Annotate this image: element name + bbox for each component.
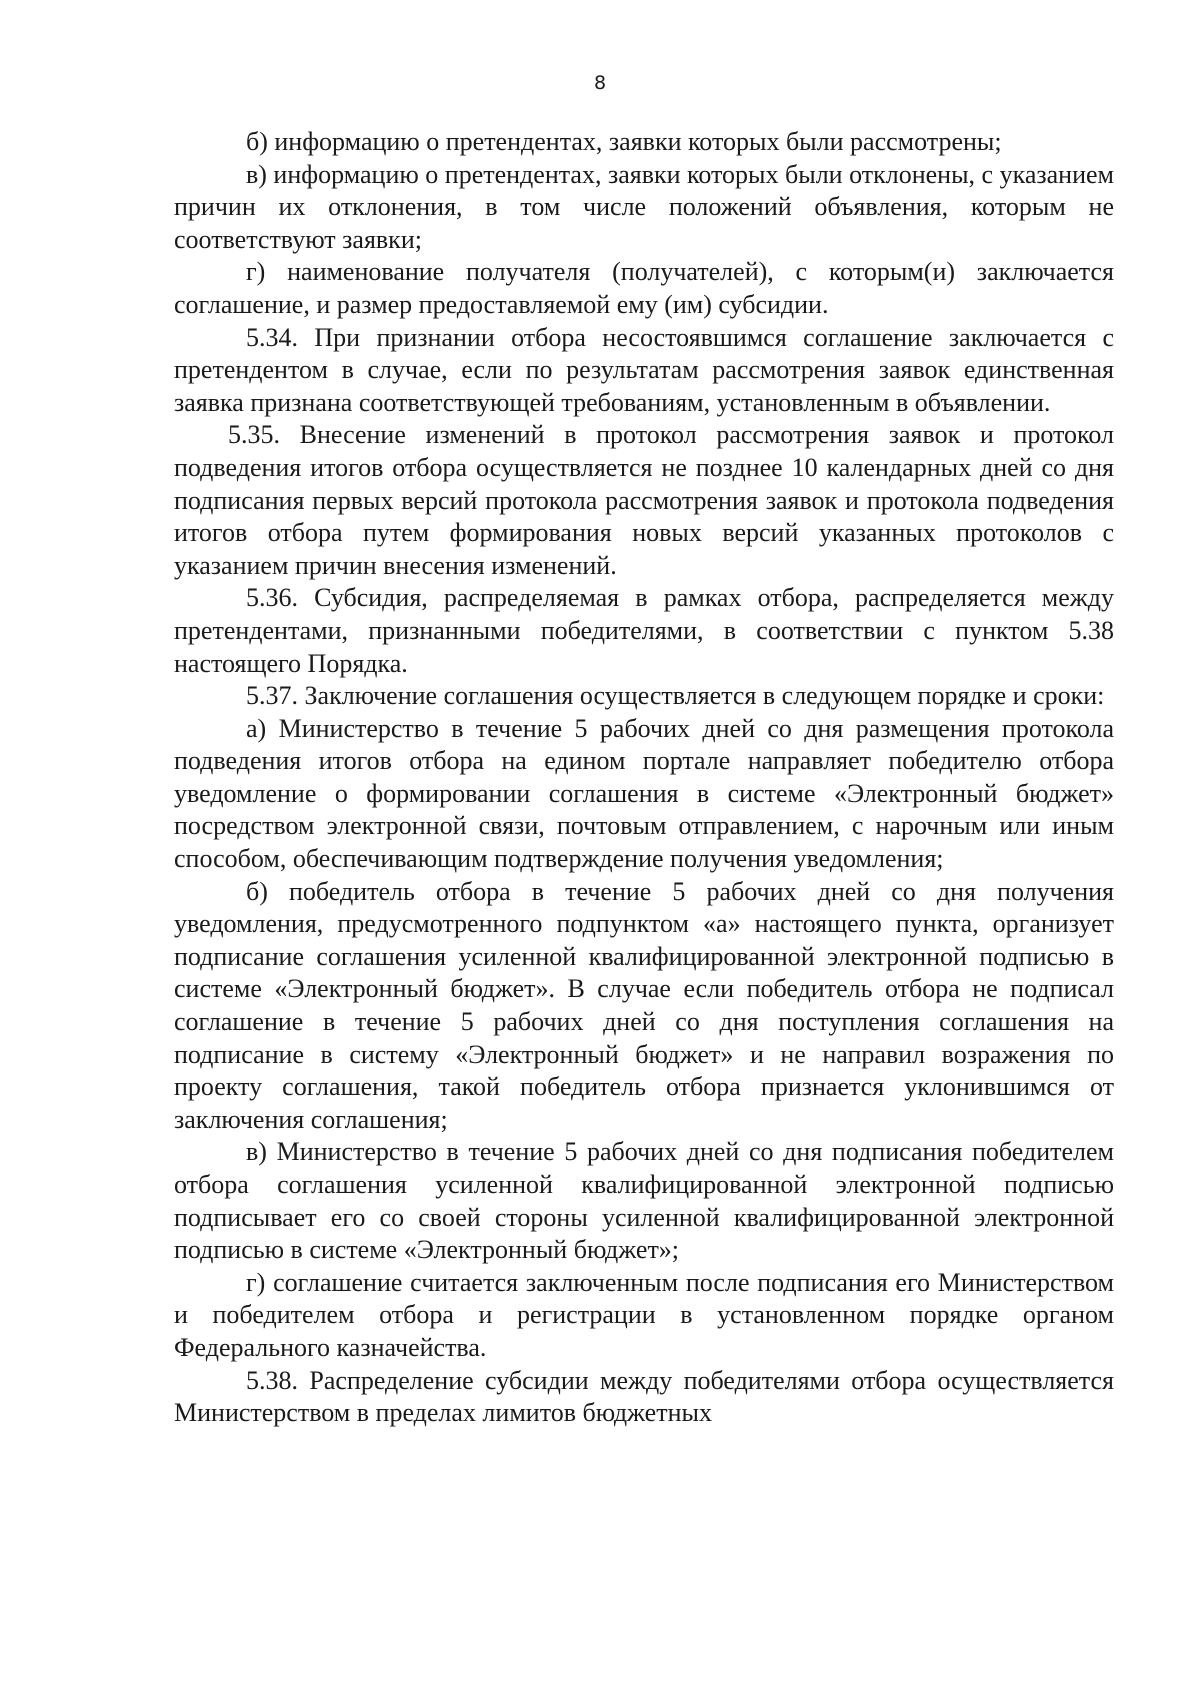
paragraph-v-info-rejected: в) информацию о претендентах, заявки которых были отклонены, с указанием причин их отклонения, в том числе положений объявления, которым не соответствуют заявки; — [174, 159, 1115, 254]
paragraph-5-34: 5.34. При признании отбора несостоявшимся соглашение заключается с претендентом в случае, если по результатам рассмотрения заявок единственная заявка признана соответствующей требованиям, установленным в объявлении. — [174, 322, 1114, 417]
page-number: 8 — [593, 72, 607, 94]
paragraph-5-37-g: г) соглашение считается заключенным после подписания его Министерством и победителем отбора и регистрации в установленном порядке органом Федерального казначейства. — [174, 1267, 1114, 1362]
paragraph-5-37-v: в) Министерство в течение 5 рабочих дней со дня подписания победителем отбора соглашения усиленной квалифицированной электронной подписью подписывает его со своей стороны усиленной квалифицированной электронной подписью в системе «Электронный бюджет»; — [174, 1137, 1114, 1265]
paragraph-5-37: 5.37. Заключение соглашения осуществляется в следующем порядке и сроки: — [246, 681, 1105, 711]
paragraph-5-37-a: а) Министерство в течение 5 рабочих дней со дня размещения протокола подведения итогов отбора на едином портале направляет победителю отбора уведомление о формировании соглашения в системе «Электронный бюджет» посредством электронной связи, почтовым отправлением, с нарочным или иным способом, обеспечивающим подтверждение получения уведомления; — [174, 713, 1114, 874]
document-body — [174, 126, 1114, 1430]
paragraph-5-37-b: б) победитель отбора в течение 5 рабочих дней со дня получения уведомления, предусмотренного подпунктом «а» настоящего пункта, организует подписание соглашения усиленной квалифицированной электронной подписью в системе «Электронный бюджет». В случае если победитель отбора не подписал соглашение в течение 5 рабочих дней со дня поступления соглашения на подписание в систему «Электронный бюджет» и не направил возражения по проекту соглашения, такой победитель отбора признается уклонившимся от заключения соглашения; — [174, 876, 1114, 1134]
paragraph-5-36: 5.36. Субсидия, распределяемая в рамках отбора, распределяется между претендентами, признанными победителями, в соответствии с пунктом 5.38 настоящего Порядка. — [174, 583, 1114, 678]
paragraph-5-38: 5.38. Распределение субсидии между победителями отбора осуществляется Министерством в пределах лимитов бюджетных — [174, 1365, 1114, 1428]
paragraph-5-35: 5.35. Внесение изменений в протокол рассмотрения заявок и протокол подведения итогов отбора осуществляется не позднее 10 календарных дней со дня подписания первых версий протокола рассмотрения заявок и протокола подведения итогов отбора путем формирования новых версий указанных протоколов с указанием причин внесения изменений. — [174, 420, 1114, 580]
paragraph-b-info-considered: б) информацию о претендентах, заявки которых были рассмотрены; — [246, 127, 1002, 156]
paragraph-g-recipient-name: г) наименование получателя (получателей), с которым(и) заключается соглашение, и размер предоставляемой ему (им) субсидии. — [174, 257, 1114, 319]
